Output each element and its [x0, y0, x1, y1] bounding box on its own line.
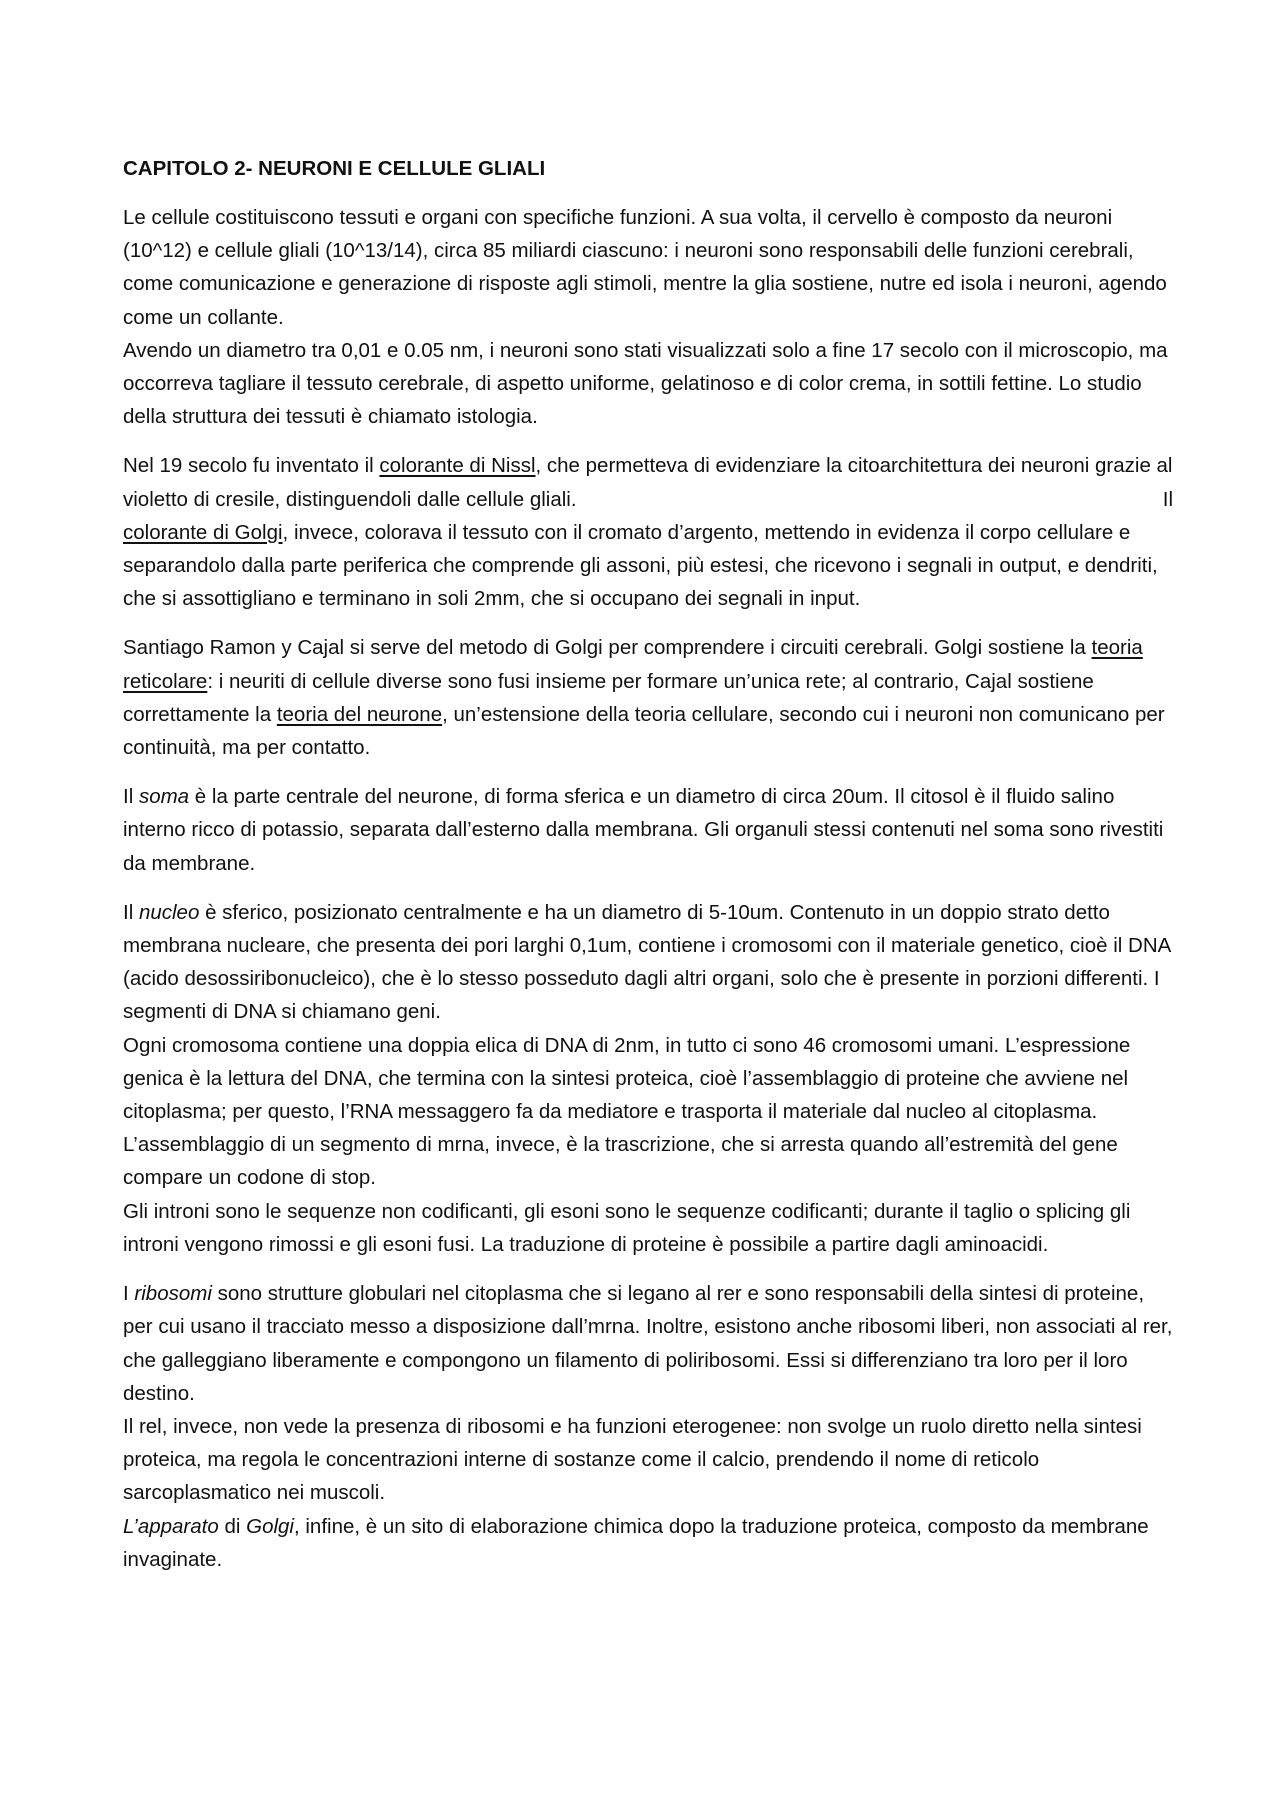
term-golgi: Golgi: [246, 1514, 294, 1538]
stains-text-d: , invece, colorava il tessuto con il cromato d’argento, mettendo in evidenza il corpo cellulare e separandolo dalla parte periferica che comprende gli assoni, più estesi, che ricevono i segnali in output, e dendriti, che si assottigliano e terminano in soli 2mm, che si occupano dei segnali in input.: [123, 520, 1158, 611]
term-ribosomi: ribosomi: [134, 1282, 212, 1306]
term-teoria-reticolare: teoria reticolare: [123, 636, 1143, 693]
theories-text-b: : i neuriti di cellule diverse sono fusi insieme per formare un’unica rete; al contrario, Cajal sostiene correttamente la: [123, 669, 1094, 726]
nucleo-text-a: Il: [123, 900, 139, 924]
ribosomi-text-d: , infine, è un sito di elaborazione chimica dopo la traduzione proteica, composto da membrane invaginate.: [123, 1514, 1149, 1571]
ribosomi-text-di: di: [218, 1514, 247, 1538]
term-soma: soma: [138, 785, 190, 809]
ribosomi-text-a: I: [123, 1282, 135, 1306]
stains-text-il: Il: [1162, 487, 1173, 511]
chapter-title: CAPITOLO 2- NEURONI E CELLULE GLIALI: [123, 157, 546, 180]
paragraph-nucleo: [123, 896, 1173, 1261]
intro-text: Le cellule costituiscono tessuti e organi con specifiche funzioni. A sua volta, il cervello è composto da neuroni (10^12) e cellule gliali (10^13/14), circa 85 miliardi ciascuno: i neuroni sono responsabili delle funzioni cerebrali, come comunicazione e generazione di risposte agli stimoli, mentre la glia sostiene, nutre ed isola i neuroni, agendo come un collante.: [123, 206, 1167, 329]
stains-text-a: Nel 19 secolo fu inventato il: [123, 454, 380, 478]
document-page: [123, 152, 1173, 1592]
paragraph-theories: [123, 631, 1173, 764]
intro-text-2: Avendo un diametro tra 0,01 e 0.05 nm, i neuroni sono stati visualizzati solo a fine 17 secolo con il microscopio, ma occorreva tagliare il tessuto cerebrale, di aspetto uniforme, gelatinoso e di color crema, in sottili fettine. Lo studio della struttura dei tessuti è chiamato istologia.: [123, 338, 1168, 429]
paragraph-ribosomi: [123, 1277, 1173, 1576]
term-apparato: L’apparato: [123, 1514, 219, 1538]
nucleo-text-c: Ogni cromosoma contiene una doppia elica di DNA di 2nm, in tutto ci sono 46 cromosomi umani. L’espressione genica è la lettura del DNA, che termina con la sintesi proteica, cioè l’assemblaggio di proteine che avviene nel citoplasma; per questo, l’RNA messaggero fa da mediatore e trasporta il materiale dal nucleo al citoplasma. L’assemblaggio di un segmento di mrna, invece, è la trascrizione, che si arresta quando all’estremità del gene compare un codone di stop.: [123, 1033, 1131, 1190]
term-colorante-nissl: colorante di Nissl: [379, 454, 536, 478]
ribosomi-text-b: sono strutture globulari nel citoplasma che si legano al rer e sono responsabili della sintesi di proteine, per cui usano il tracciato messo a disposizione dall’mrna. Inoltre, esistono anche ribosomi liberi, non associati al rer, che galleggiano liberamente e compongono un filamento di poliribosomi. Essi si differenziano tra loro per il loro destino.: [123, 1282, 1173, 1405]
theories-text-c: , un’estensione della teoria cellulare, secondo cui i neuroni non comunicano per continuità, ma per contatto.: [123, 702, 1165, 760]
term-colorante-golgi: colorante di Golgi: [123, 520, 283, 544]
soma-text-a: Il: [123, 785, 139, 809]
nucleo-text-d: Gli introni sono le sequenze non codificanti, gli esoni sono le sequenze codificanti; durante il taglio o splicing gli introni vengono rimossi e gli esoni fusi. La traduzione di proteine è possibile a partire dagli aminoacidi.: [123, 1199, 1131, 1256]
nucleo-text-b: è sferico, posizionato centralmente e ha un diametro di 5-10um. Contenuto in un doppio strato detto membrana nucleare, che presenta dei pori larghi 0,1um, contiene i cromosomi con il materiale genetico, cioè il DNA (acido desossiribonucleico), che è lo stesso posseduto dagli altri organi, solo che è presente in porzioni differenti. I segmenti di DNA si chiamano geni.: [123, 900, 1171, 1024]
term-teoria-neurone: teoria del neurone: [276, 702, 443, 726]
ribosomi-text-c: Il rel, invece, non vede la presenza di ribosomi e ha funzioni eterogenee: non svolge un ruolo diretto nella sintesi proteica, ma regola le concentrazioni interne di sostanze come il calcio, prendendo il nome di reticolo sarcoplasmatico nei muscoli.: [123, 1414, 1142, 1505]
soma-text-b: è la parte centrale del neurone, di forma sferica e un diametro di circa 20um. Il citosol è il fluido salino interno ricco di potassio, separata dall’esterno dalla membrana. Gli organuli stessi contenuti nel soma sono rivestiti da membrane.: [123, 785, 1164, 875]
term-nucleo: nucleo: [138, 900, 200, 924]
paragraph-intro: [123, 201, 1173, 433]
paragraph-soma: [123, 780, 1173, 880]
theories-text-a: Santiago Ramon y Cajal si serve del metodo di Golgi per comprendere i circuiti cerebrali. Golgi sostiene la: [123, 636, 1092, 660]
stains-text-b: , che permetteva di evidenziare la citoarchitettura dei neuroni grazie al violetto di cresile, distinguendoli dalle cellule gliali.: [123, 454, 1173, 511]
paragraph-stains: [123, 449, 1173, 615]
